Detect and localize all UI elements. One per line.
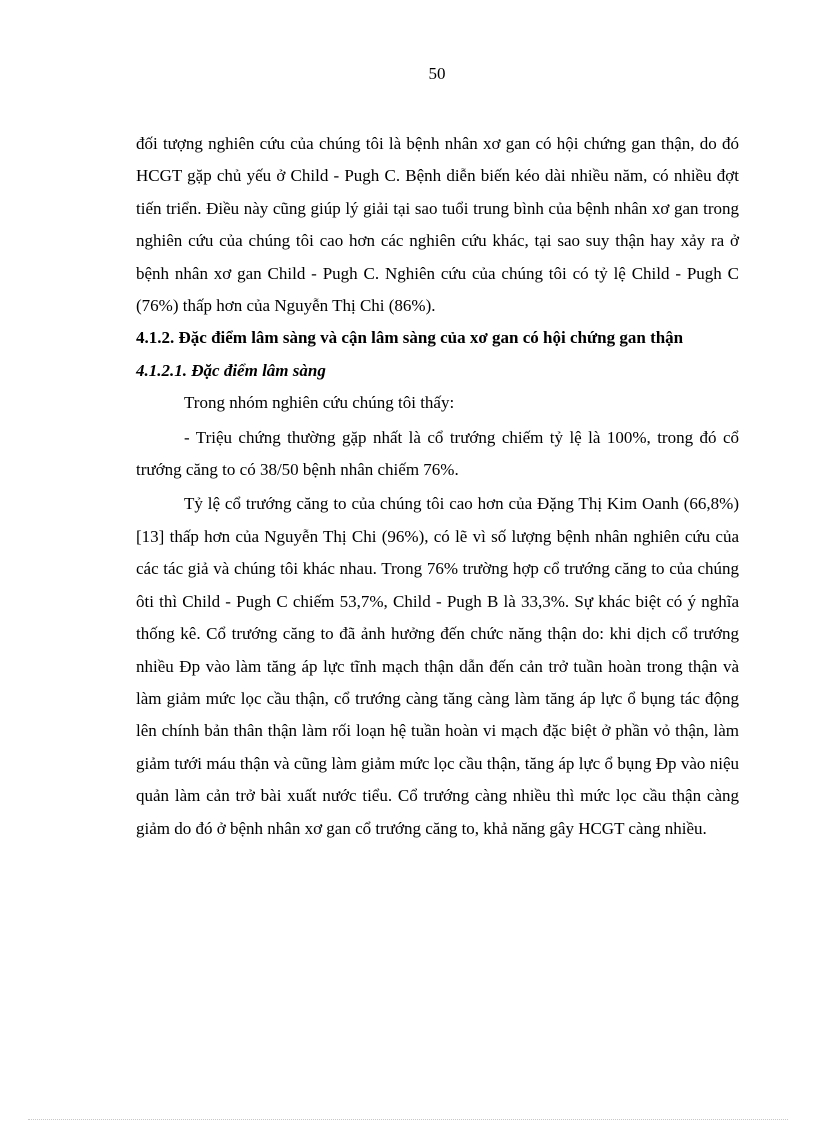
section-heading-4-1-2: 4.1.2. Đặc điểm lâm sàng và cận lâm sàng của xơ gan có hội chứng gan thận bbox=[136, 328, 684, 348]
document-body bbox=[136, 128, 739, 845]
page-number: 50 bbox=[428, 64, 446, 83]
subsection-heading-4-1-2-1: 4.1.2.1. Đặc điểm lâm sàng bbox=[136, 360, 326, 380]
paragraph-symptom: - Triệu chứng thường gặp nhất là cổ trướng chiếm tỷ lệ là 100%, trong đó cổ trướng căng to có 38/50 bệnh nhân chiếm 76%. bbox=[136, 427, 739, 480]
paragraph-intro: Trong nhóm nghiên cứu chúng tôi thấy: bbox=[184, 393, 455, 413]
paragraph-discussion: Tỷ lệ cổ trướng căng to của chúng tôi cao hơn của Đặng Thị Kim Oanh (66,8%) [13] thấp hơn của Nguyễn Thị Chi (96%), có lẽ vì số lượng bệnh nhân nghiên cứu của các tác giả và chúng tôi khác nhau. Trong 76% trường hợp cổ trướng căng to của chúng ôti thì Child - Pugh C chiếm 53,7%, Child - Pugh B là 33,3%. Sự khác biệt có ý nghĩa thống kê. Cổ trướng căng to đã ảnh hưởng đến chức năng thận do: khi dịch cổ trướng nhiều Đp vào làm tăng áp lực tĩnh mạch thận dẫn đến cản trở tuần hoàn trong thận và làm giảm mức lọc cầu thận, cổ trướng càng tăng càng làm tăng áp lực ổ bụng tác động lên chính bản thân thận làm rối loạn hệ tuần hoàn vi mạch đặc biệt ở phần vỏ thận, làm giảm tưới máu thận và cũng làm giảm mức lọc cầu thận, tăng áp lực ổ bụng Đp vào niệu quản làm cản trở bài xuất nước tiểu. Cổ trướng càng nhiều thì mức lọc cầu thận càng giảm do đó ở bệnh nhân xơ gan cổ trướng căng to, khả năng gây HCGT càng nhiều. bbox=[136, 494, 739, 838]
paragraph-continuation: đối tượng nghiên cứu của chúng tôi là bệnh nhân xơ gan có hội chứng gan thận, do đó HCGT gặp chủ yếu ở Child - Pugh C. Bệnh diễn biến kéo dài nhiều năm, có nhiều đợt tiến triển. Điều này cũng giúp lý giải tại sao tuổi trung bình của bệnh nhân xơ gan trong nghiên cứu của chúng tôi cao hơn các nghiên cứu khác, tại sao suy thận hay xảy ra ở bệnh nhân xơ gan Child - Pugh C. Nghiên cứu của chúng tôi có tỷ lệ Child - Pugh C (76%) thấp hơn của Nguyễn Thị Chi (86%). bbox=[136, 134, 739, 316]
footer-divider bbox=[28, 1119, 788, 1120]
